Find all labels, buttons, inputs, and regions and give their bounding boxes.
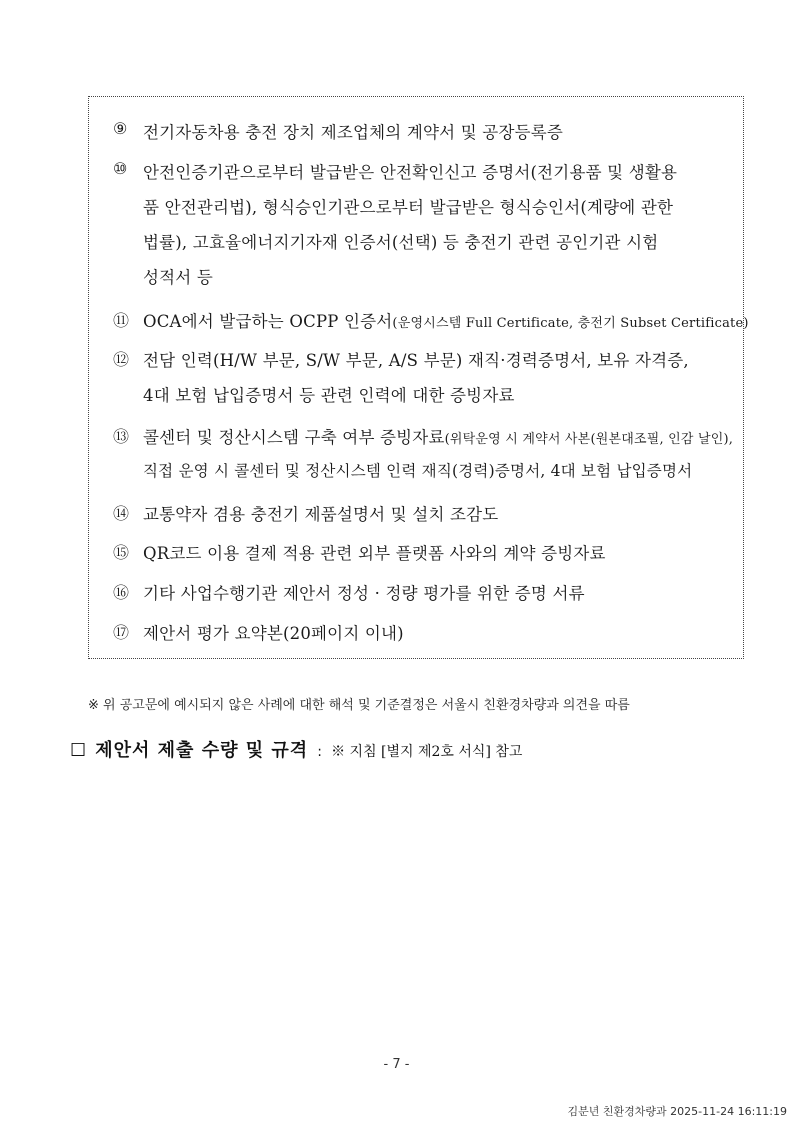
item-text-line: 기타 사업수행기관 제안서 정성 · 정량 평가를 위한 증명 서류 <box>143 584 585 603</box>
item-number: ⑰ <box>113 623 130 642</box>
item-number: ⑭ <box>113 504 130 523</box>
item-number: ⑯ <box>113 583 130 602</box>
item-text-line: 품 안전관리법), 형식승인기관으로부터 발급받은 형식승인서(계량에 관한 <box>143 198 674 217</box>
print-stamp: 김분년 친환경차량과 2025-11-24 16:11:19 <box>567 1105 787 1118</box>
item-text-line <box>143 424 733 448</box>
item-text-line: 직접 운영 시 콜센터 및 정산시스템 인력 재직(경력)증명서, 4대 보험 납입증명서 <box>143 462 693 480</box>
item-text-line: 전기자동차용 충전 장치 제조업체의 계약서 및 공장등록증 <box>143 123 564 142</box>
checkbox-bullet-icon: ☐ <box>70 740 87 761</box>
item-lead-text: OCA에서 발급하는 OCPP 인증서 <box>143 312 393 331</box>
item-text-line: 4대 보험 납입증명서 등 관련 인력에 대한 증빙자료 <box>143 386 515 405</box>
separator: : <box>317 744 322 760</box>
item-text-line: 법률), 고효율에너지기자재 인증서(선택) 등 충전기 관련 공인기관 시험 <box>143 233 659 252</box>
item-number: ⑫ <box>113 350 130 369</box>
section-heading <box>70 736 522 762</box>
footnote: ※ 위 공고문에 예시되지 않은 사례에 대한 해석 및 기준결정은 서울시 친환경차량과 의견을 따름 <box>88 698 630 713</box>
item-text-line: 제안서 평가 요약본(20페이지 이내) <box>143 624 404 643</box>
item-text-line: 전담 인력(H/W 부문, S/W 부문, A/S 부문) 재직·경력증명서, 보유 자격증, <box>143 351 689 370</box>
item-small-text: (운영시스템 Full Certificate, 충전기 Subset Certificate) <box>392 316 749 331</box>
item-number: ⑨ <box>113 119 128 138</box>
page-number: - 7 - <box>383 1057 410 1072</box>
item-number: ⑩ <box>113 159 128 178</box>
item-text-line: QR코드 이용 결제 적용 관련 외부 플랫폼 사와의 계약 증빙자료 <box>143 544 606 563</box>
item-number: ⑮ <box>113 543 130 562</box>
section-title: 제안서 제출 수량 및 규격 <box>95 740 309 761</box>
item-number: ⑬ <box>113 427 130 446</box>
section-reference: ※ 지침 [별지 제2호 서식] 참고 <box>331 744 523 760</box>
item-number: ⑪ <box>113 311 130 330</box>
document-list-box <box>88 96 749 659</box>
item-text-line <box>143 308 749 332</box>
item-text-line: 안전인증기관으로부터 발급받은 안전확인신고 증명서(전기용품 및 생활용 <box>143 163 678 182</box>
item-text-line: 성적서 등 <box>143 268 214 287</box>
item-small-text: (위탁운영 시 계약서 사본(원본대조필, 인감 날인), <box>444 432 734 447</box>
item-lead-text: 콜센터 및 정산시스템 구축 여부 증빙자료 <box>143 428 445 447</box>
item-text-line: 교통약자 겸용 충전기 제품설명서 및 설치 조감도 <box>143 505 499 524</box>
